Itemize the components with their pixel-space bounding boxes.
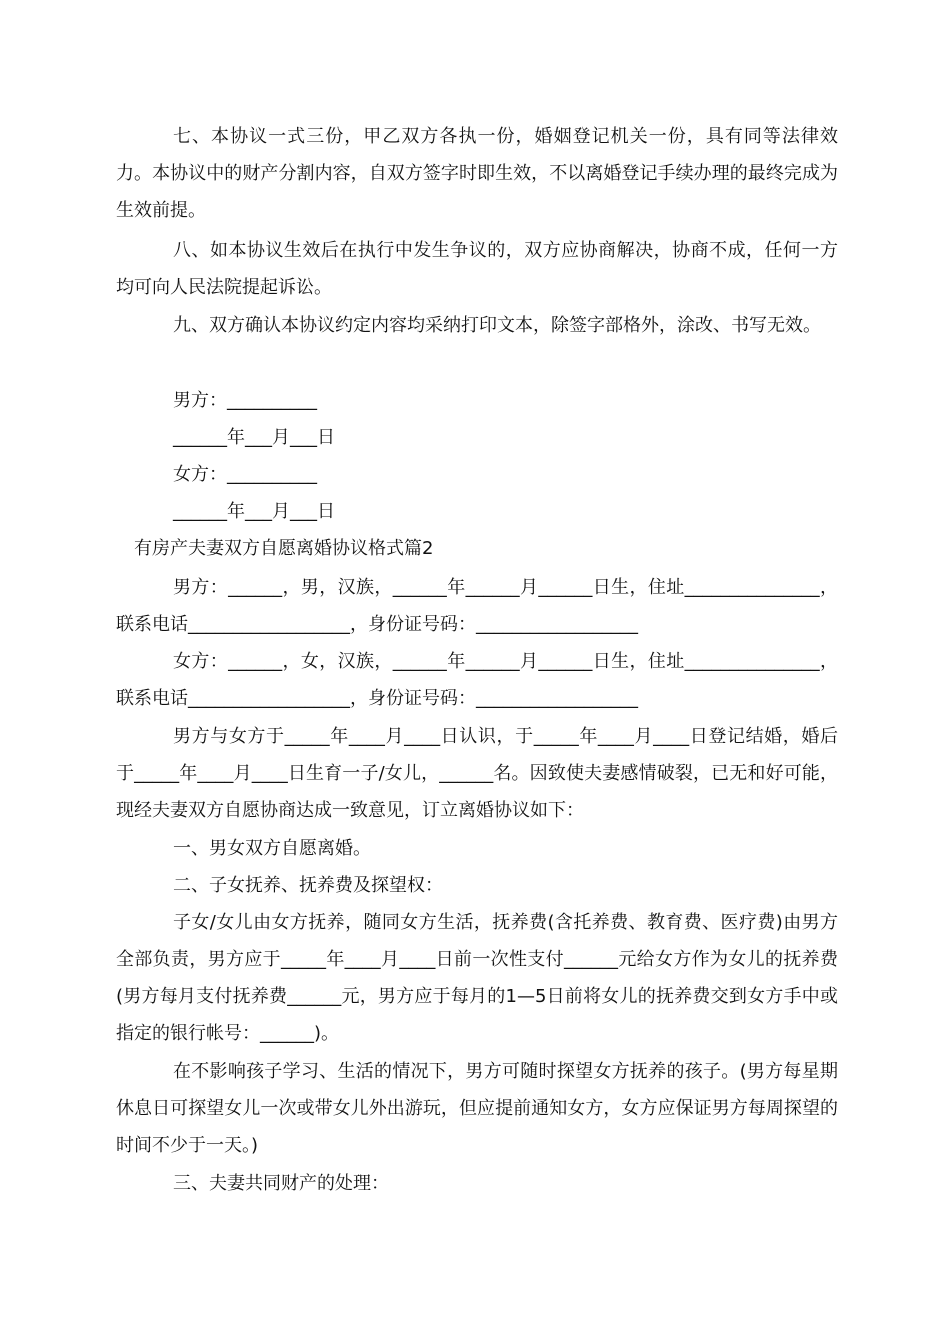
- signature-male: 男方：__________: [173, 390, 317, 411]
- male-info: 男方：______，男，汉族，______年______月______日生，住址_______________，联系电话__________________，身份证号码：__________________: [116, 577, 838, 635]
- clause-8: 八、如本协议生效后在执行中发生争议的，双方应协商解决，协商不成，任何一方均可向人民法院提起诉讼。: [116, 240, 838, 298]
- item-2: 二、子女抚养、抚养费及探望权：: [173, 875, 443, 896]
- signature-date-1: ______年___月___日: [173, 427, 335, 448]
- female-info: 女方：______，女，汉族，______年______月______日生，住址_______________，联系电话__________________，身份证号码：__________________: [116, 651, 838, 709]
- signature-female: 女方：__________: [173, 464, 317, 485]
- item-2-visit: 在不影响孩子学习、生活的情况下，男方可随时探望女方抚养的孩子。(男方每星期休息日可探望女儿一次或带女儿外出游玩，但应提前通知女方，女方应保证男方每周探望的时间不少于一天。): [116, 1061, 838, 1156]
- item-2-body: 子女/女儿由女方抚养，随同女方生活，抚养费(含托养费、教育费、医疗费)由男方全部负责，男方应于_____年____月____日前一次性支付______元给女方作为女儿的抚养费(男方每月支付抚养费______元，男方应于每月的1—5日前将女儿的抚养费交到女方手中或指定的银行帐号：______)。: [116, 912, 838, 1044]
- item-1: 一、男女双方自愿离婚。: [173, 838, 371, 859]
- clause-7: 七、本协议一式三份，甲乙双方各执一份，婚姻登记机关一份，具有同等法律效力。本协议中的财产分割内容，自双方签字时即生效，不以离婚登记手续办理的最终完成为生效前提。: [116, 126, 838, 221]
- clause-9: 九、双方确认本协议约定内容均采纳打印文本，除签字部格外，涂改、书写无效。: [173, 315, 821, 336]
- marriage-intro: 男方与女方于_____年____月____日认识，于_____年____月____日登记结婚，婚后于_____年____月____日生育一子/女儿，______名。因致使夫妻感情破裂，已无和好可能，现经夫妻双方自愿协商达成一致意见，订立离婚协议如下：: [116, 726, 838, 821]
- item-3: 三、夫妻共同财产的处理：: [173, 1173, 389, 1194]
- section-title: 有房产夫妻双方自愿离婚协议格式篇2: [134, 538, 434, 559]
- signature-date-2: ______年___月___日: [173, 501, 335, 522]
